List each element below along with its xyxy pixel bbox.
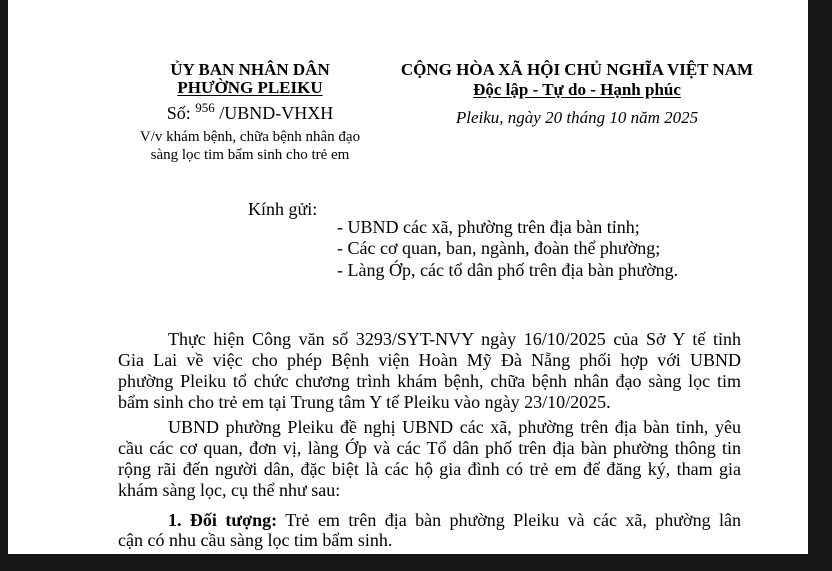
- paragraph2-line: UBND phường Pleiku đề nghị UBND các xã, phường trên địa bàn tỉnh, yêu: [168, 417, 741, 437]
- place-date: Pleiku, ngày 20 tháng 10 năm 2025: [455, 108, 699, 127]
- paragraph2-line: rộng rãi đến người dân, đặc biệt là các hộ gia đình có trẻ em để đăng ký, tham gia: [118, 459, 741, 479]
- document-number-prefix: Số:: [166, 103, 191, 123]
- recipient-item: - UBND các xã, phường trên địa bàn tỉnh;: [337, 217, 640, 237]
- paragraph3-line: [168, 510, 741, 531]
- paragraph1-line: bẩm sinh cho trẻ em tại Trung tâm Y tế Pleiku vào ngày 23/10/2025.: [118, 392, 611, 412]
- document-number-value: 956: [195, 100, 215, 115]
- document-number-suffix: /UBND-VHXH: [219, 103, 334, 123]
- paragraph1-line: phường Pleiku tổ chức chương trình khám bệnh, chữa bệnh nhân đạo sàng lọc tim: [118, 371, 741, 391]
- agency-name-line2-text: PHƯỜNG PLEIKU: [177, 78, 323, 97]
- agency-name-line1: ỦY BAN NHÂN DÂN: [170, 60, 330, 79]
- paragraph2-line: cầu các cơ quan, đơn vị, làng Ớp và các Tổ dân phố trên địa bàn phường thông tin: [118, 438, 741, 458]
- agency-name-line2: [120, 78, 380, 98]
- recipient-item: - Các cơ quan, ban, ngành, đoàn thể phường;: [337, 238, 661, 258]
- section-heading-subjects: 1. Đối tượng:: [168, 510, 278, 530]
- national-title: CỘNG HÒA XÃ HỘI CHỦ NGHĨA VIỆT NAM: [400, 60, 754, 79]
- paragraph2-line: khám sàng lọc, cụ thể như sau:: [118, 480, 341, 500]
- national-motto-text: Độc lập - Tự do - Hạnh phúc: [473, 80, 681, 99]
- recipients-label: Kính gửi:: [248, 199, 318, 219]
- document-number: [120, 100, 380, 125]
- paragraph3-line-text: Trẻ em trên địa bàn phường Pleiku và các xã, phường lân: [285, 510, 741, 530]
- subject-line1: V/v khám bệnh, chữa bệnh nhân đạo: [139, 129, 361, 145]
- national-motto: [377, 80, 777, 100]
- document-page: [8, 0, 808, 554]
- paragraph1-line: Gia Lai về việc cho phép Bệnh viện Hoàn Mỹ Đà Nẵng phối hợp với UBND: [118, 350, 741, 370]
- subject-line2: sàng lọc tim bẩm sinh cho trẻ em: [150, 147, 350, 163]
- paragraph3-line: cận có nhu cầu sàng lọc tim bẩm sinh.: [118, 530, 393, 550]
- paragraph1-line: Thực hiện Công văn số 3293/SYT-NVY ngày 16/10/2025 của Sở Y tế tỉnh: [168, 329, 741, 349]
- recipient-item: - Làng Ớp, các tổ dân phố trên địa bàn phường.: [337, 260, 679, 280]
